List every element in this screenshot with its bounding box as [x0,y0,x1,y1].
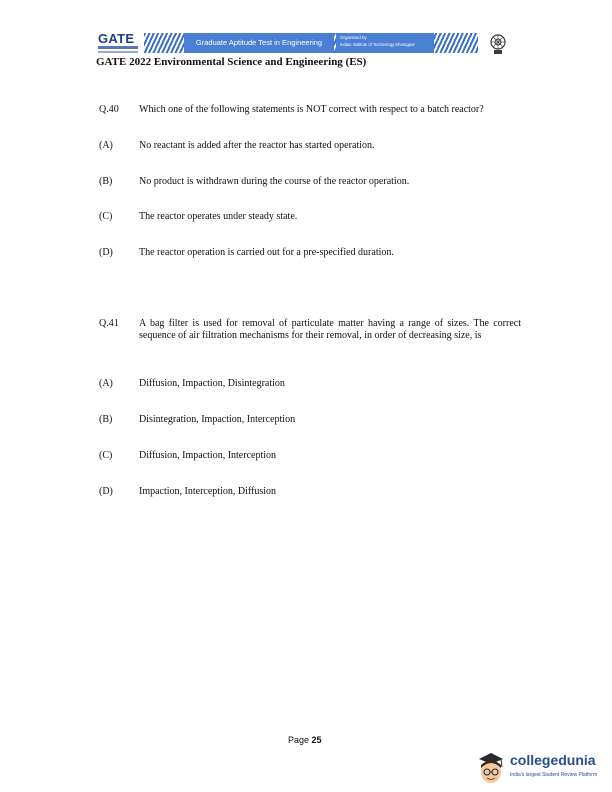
option-label: (C) [99,450,113,461]
logo-underline-secondary [98,51,138,53]
header-banner [96,30,516,56]
option-text: The reactor operates under steady state. [139,211,298,222]
option-label: (B) [99,414,113,425]
banner-title: Graduate Aptitude Test in Engineering [195,38,323,47]
question-number: Q.40 [99,104,119,115]
gate-logo [96,30,142,56]
option-label: (C) [99,211,113,222]
question-number: Q.41 [99,318,119,329]
organizer-name: Indian Institute of Technology Kharagpur [340,42,415,47]
graduate-mascot-icon [476,750,506,790]
question-text: A bag filter is used for removal of particulate matter having a range of sizes. The correct sequence of air filtration mechanisms for their removal, in order of decreasing size, is [139,318,521,341]
page-number [288,735,322,745]
option-text: Impaction, Interception, Diffusion [139,486,277,497]
option-label: (D) [99,486,113,497]
option-text: No reactant is added after the reactor has started operation. [139,140,375,151]
option-text: The reactor operation is carried out for a pre-specified duration. [139,247,394,258]
page-label: Page [288,735,310,745]
option-label: (B) [99,176,113,187]
logo-underline [98,46,138,49]
brand-tagline: India's largest Student Review Platform [510,772,598,778]
option-label: (A) [99,378,113,389]
organized-by-label: Organised by [340,35,367,40]
option-label: (A) [99,140,113,151]
option-text: Diffusion, Impaction, Interception [139,450,277,461]
page-number-value: 25 [311,735,322,745]
collegedunia-watermark [476,750,612,792]
option-text: Diffusion, Impaction, Disintegration [139,378,285,389]
gate-logo-text: GATE [98,31,135,46]
question-text: Which one of the following statements is NOT correct with respect to a batch reactor? [139,104,484,115]
option-label: (D) [99,247,113,258]
page-title: GATE 2022 Environmental Science and Engineering (ES) [96,56,367,68]
option-text: No product is withdrawn during the course of the reactor operation. [139,176,410,187]
option-text: Disintegration, Impaction, Interception [139,414,296,425]
brand-name: collegedunia [510,752,596,768]
iit-emblem-icon [486,32,510,56]
